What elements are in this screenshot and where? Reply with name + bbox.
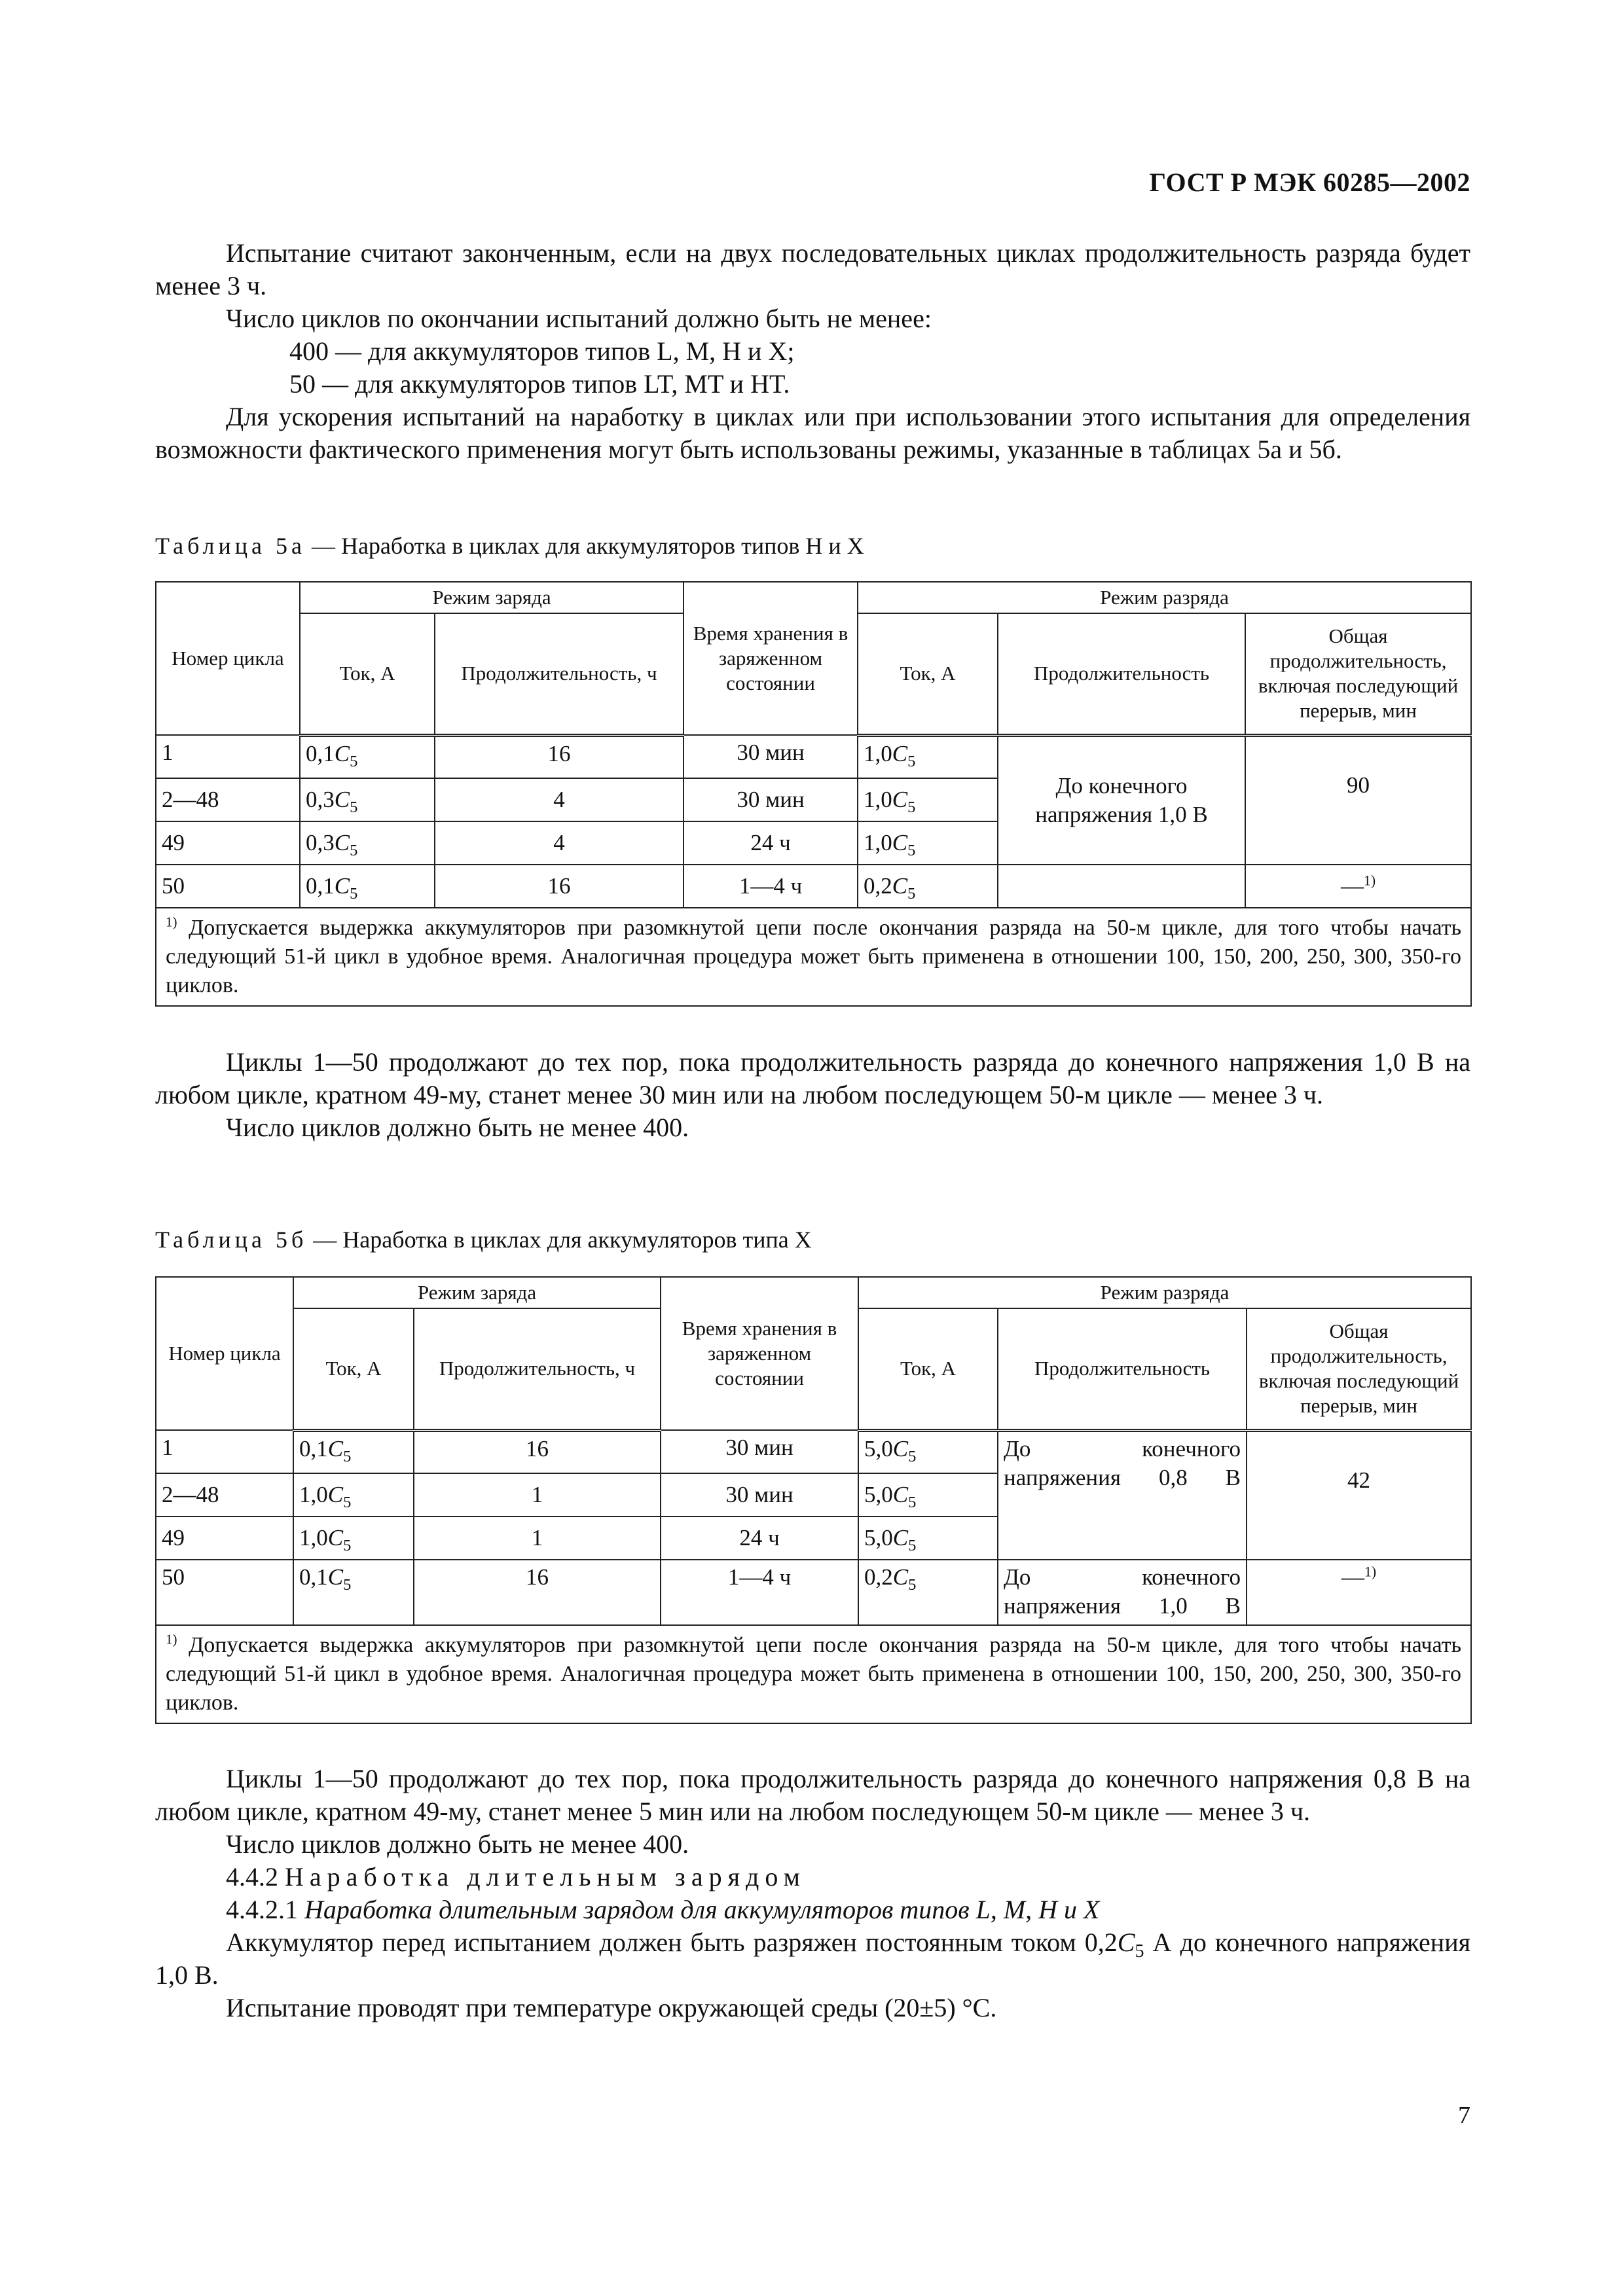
table-footnote: $^{1)}$ Допускается выдержка аккумуляторов при разомкнутой цепи после окончания разряда на 50-м цикле, для того чтобы начать следующий 51-й цикл в удобное время. Аналогичная процедура может быть применена в отношении 100, 150, 200, 250, 300, 350-го циклов. [156,1625,1471,1723]
subsection-heading: 4.4.2.1 Наработка длительным зарядом для аккумуляторов типов L, M, H и X [226,1895,1100,1924]
header-charge-mode: Режим заряда [300,582,684,613]
bottom-section [155,1763,1470,2024]
storage-cell: 1—4 ч [661,1560,858,1625]
caption-text: — Наработка в циклах для аккумуляторов типов H и X [305,533,864,559]
storage-cell: 30 мин [684,735,858,778]
table-row [156,865,1471,908]
discharge-current-cell: $0,2C_5$ [858,865,998,908]
storage-cell: 30 мин [684,778,858,821]
charge-duration-cell: 16 [435,865,684,908]
caption-text: — Наработка в циклах для аккумуляторов типа X [307,1227,812,1253]
paragraph: Число циклов должно быть не менее 400. [226,1113,689,1142]
charge-current-cell: $0,3C_5$ [300,821,435,865]
charge-current-cell: $0,1C_5$ [300,735,435,778]
cycle-cell: 1 [156,735,300,778]
total-duration-cell: 42 [1247,1430,1471,1560]
table-5a [155,581,1470,1007]
storage-cell: 24 ч [684,821,858,865]
footnote-mark: 1) [166,1631,177,1647]
cycle-cell: 49 [156,1516,293,1560]
storage-cell: 30 мин [661,1430,858,1473]
table-5a-caption [155,531,1470,560]
discharge-current-cell: $0,2C_5$ [858,1560,998,1625]
table-5b [155,1276,1470,1724]
footnote-ref: 1) [1363,872,1376,889]
discharge-duration-cell: До конечного напряжения 1,0 В [998,735,1245,865]
footnote-ref: 1) [1364,1564,1377,1580]
list-item: 400 — для аккумуляторов типов L, M, H и X; [289,336,795,366]
storage-cell: 30 мин [661,1473,858,1516]
charge-current-cell: $0,1C_5$ [293,1560,414,1625]
header-discharge-duration: Продолжительность [998,613,1245,735]
total-duration-cell: 90 [1245,735,1471,865]
charge-duration-cell: 4 [435,821,684,865]
paragraph: Циклы 1—50 продолжают до тех пор, пока продолжительность разряда до конечного напряжения 0,8 В на любом цикле, кратном 49-му, станет менее 5 мин или на любом последующем 50-м цикле — менее 3 ч. [155,1764,1470,1826]
charge-current-cell: $1,0C_5$ [293,1516,414,1560]
header-total-duration: Общая продолжительность, включая последующий перерыв, мин [1247,1308,1471,1430]
table-row [156,1430,1471,1473]
caption-prefix: Таблица 5а [155,533,306,559]
charge-current-cell: $0,1C_5$ [300,865,435,908]
header-discharge-current: Ток, А [858,613,998,735]
discharge-current-cell: $1,0C_5$ [858,735,998,778]
header-charge-current: Ток, А [293,1308,414,1430]
cycle-cell: 49 [156,821,300,865]
middle-section [155,1046,1470,1144]
header-discharge-current: Ток, А [858,1308,998,1430]
storage-cell: 24 ч [661,1516,858,1560]
empty-cell [998,865,1245,908]
intro-section [155,237,1470,466]
charge-duration-cell: 1 [414,1516,661,1560]
storage-cell: 1—4 ч [684,865,858,908]
section-heading: 4.4.2 Наработка длительным зарядом [226,1862,806,1892]
header-charge-mode: Режим заряда [293,1277,661,1308]
discharge-duration-cell: До конечного напряжения 1,0 В [998,1560,1247,1625]
table-row [156,735,1471,778]
total-duration-cell: —$^{1)}$ [1245,865,1471,908]
header-storage-time: Время хранения в заряженном состоянии [684,582,858,735]
table-footnote: $^{1)}$ Допускается выдержка аккумуляторов при разомкнутой цепи после окончания разряда на 50-м цикле, для того чтобы начать следующий 51-й цикл в удобное время. Аналогичная процедура может быть применена в отношении 100, 150, 200, 250, 300, 350-го циклов. [156,908,1471,1006]
discharge-current-cell: $1,0C_5$ [858,778,998,821]
discharge-current-cell: $5,0C_5$ [858,1473,998,1516]
header-discharge-duration: Продолжительность [998,1308,1247,1430]
charge-duration-cell: 16 [414,1430,661,1473]
header-charge-duration: Продолжительность, ч [414,1308,661,1430]
footnote-mark: 1) [166,914,177,930]
list-item: 50 — для аккумуляторов типов LT, MT и HT. [289,369,790,399]
header-storage-time: Время хранения в заряженном состоянии [661,1277,858,1430]
header-charge-current: Ток, А [300,613,435,735]
charge-current-cell: $1,0C_5$ [293,1473,414,1516]
table-row [156,1560,1471,1625]
cycle-cell: 2—48 [156,778,300,821]
cycle-cell: 50 [156,865,300,908]
paragraph: Для ускорения испытаний на наработку в циклах или при использовании этого испытания для определения возможности фактического применения могут быть использованы режимы, указанные в таблицах 5а и 5б. [155,402,1470,464]
charge-duration-cell: 4 [435,778,684,821]
paragraph: Испытание считают законченным, если на двух последовательных циклах продолжительность разряда будет менее 3 ч. [155,238,1470,300]
paragraph: Число циклов должно быть не менее 400. [226,1829,689,1859]
table-5b-caption [155,1225,1470,1254]
header-discharge-mode: Режим разряда [858,582,1471,613]
header-charge-duration: Продолжительность, ч [435,613,684,735]
header-cycle-no: Номер цикла [156,582,300,735]
cycle-cell: 2—48 [156,1473,293,1516]
paragraph: Испытание проводят при температуре окружающей среды (20±5) °С. [226,1993,997,2022]
header-cycle-no: Номер цикла [156,1277,293,1430]
cycle-cell: 1 [156,1430,293,1473]
document-header: ГОСТ Р МЭК 60285—2002 [1149,168,1470,197]
paragraph: Циклы 1—50 продолжают до тех пор, пока продолжительность разряда до конечного напряжения 1,0 В на любом цикле, кратном 49-му, станет менее 30 мин или на любом последующем 50-м цикле — менее 3 ч. [155,1047,1470,1109]
header-total-duration: Общая продолжительность, включая последующий перерыв, мин [1245,613,1471,735]
cycle-cell: 50 [156,1560,293,1625]
caption-prefix: Таблица 5б [155,1227,308,1253]
discharge-current-cell: $1,0C_5$ [858,821,998,865]
discharge-current-cell: $5,0C_5$ [858,1516,998,1560]
total-duration-cell: —$^{1)}$ [1247,1560,1471,1625]
charge-current-cell: $0,3C_5$ [300,778,435,821]
page-number: 7 [1458,2102,1470,2129]
header-discharge-mode: Режим разряда [858,1277,1471,1308]
paragraph: Аккумулятор перед испытанием должен быть разряжен постоянным током $0,2C_5$ А до конечного напряжения 1,0 В. [155,1928,1471,1990]
discharge-duration-cell: До конечного напряжения 0,8 В [998,1430,1247,1560]
paragraph: Число циклов по окончании испытаний должно быть не менее: [226,304,932,333]
charge-duration-cell: 16 [435,735,684,778]
charge-current-cell: $0,1C_5$ [293,1430,414,1473]
charge-duration-cell: 1 [414,1473,661,1516]
charge-duration-cell: 16 [414,1560,661,1625]
discharge-current-cell: $5,0C_5$ [858,1430,998,1473]
